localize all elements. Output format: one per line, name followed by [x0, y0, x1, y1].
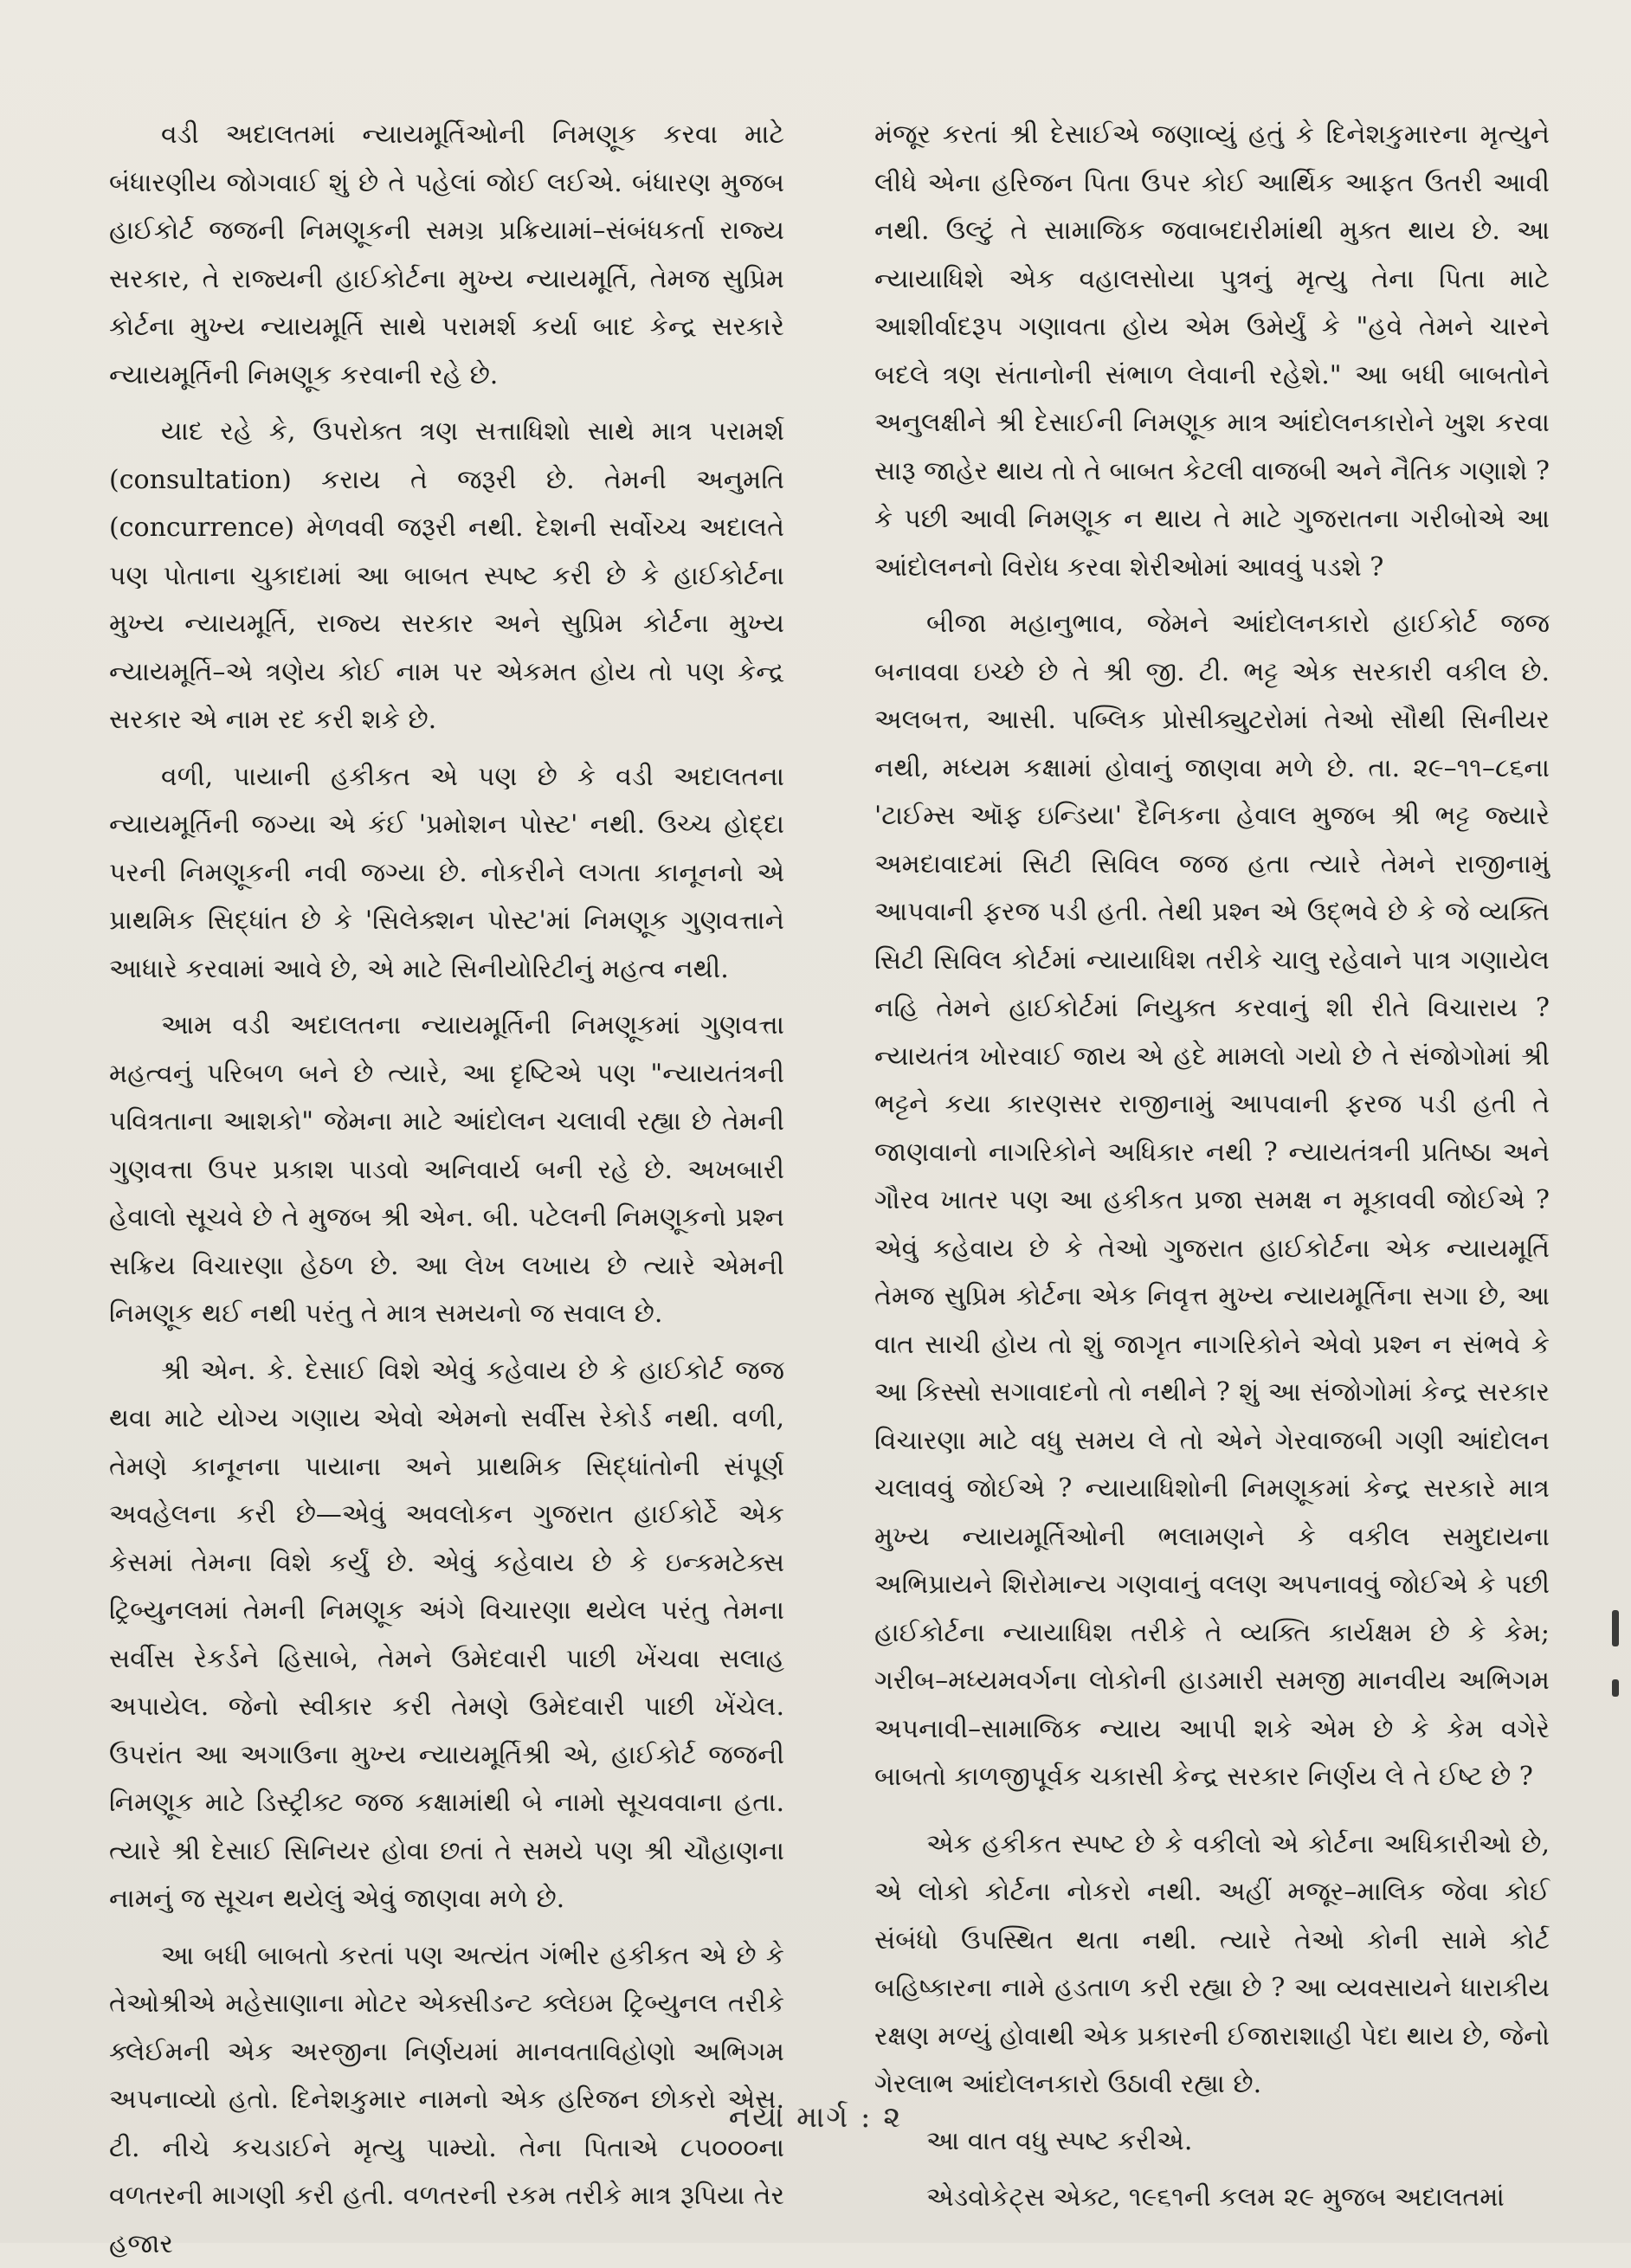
paragraph: બીજા મહાનુભાવ, જેમને આંદોલનકારો હાઈકોર્ટ જજ બનાવવા ઇચ્છે છે તે શ્રી જી. ટી. ભટ્ટ એક સરકારી વકીલ છે. અલબત્ત, આસી. પબ્લિક પ્રોસીક્યુટરોમાં તેઓ સૌથી સિનીયર નથી, મધ્યમ કક્ષામાં હોવાનું જાણવા મળે છે. તા. ૨૯–૧૧–૮૬ના 'ટાઈમ્સ ઑફ ઇન્ડિયા' દૈનિકના હેવાલ મુજબ શ્રી ભટ્ટ જ્યારે અમદાવાદમાં સિટી સિવિલ જજ હતા ત્યારે તેમને રાજીનામું આપવાની ફરજ પડી હતી. તેથી પ્રશ્ન એ ઉદ્‌ભવે છે કે જે વ્યક્તિ સિટી સિવિલ કોર્ટમાં ન્યાયાધિશ તરીકે ચાલુ રહેવાને પાત્ર ગણાયેલ નહિ તેમને હાઈકોર્ટમાં નિયુક્ત કરવાનું શી રીતે વિચારાય ? ન્યાયતંત્ર ખોરવાઈ જાય એ હદે મામલો ગયો છે તે સંજોગોમાં શ્રી ભટ્ટને કયા કારણસર રાજીનામું આપવાની ફરજ પડી હતી તે જાણવાનો નાગરિકોને અધિકાર નથી ? ન્યાયતંત્રની પ્રતિષ્ઠા અને ગૌરવ ખાતર પણ આ હકીકત પ્રજા સમક્ષ ન મૂકાવવી જોઈએ ? એવું કહેવાય છે કે તેઓ ગુજરાત હાઈકોર્ટના એક ન્યાયમૂર્તિ તેમજ સુપ્રિમ કોર્ટના એક નિવૃત્ત મુખ્ય ન્યાયમૂર્તિના સગા છે, આ વાત સાચી હોય તો શું જાગૃત નાગરિકોને એવો પ્રશ્ન ન સંભવે કે આ કિસ્સો સગાવાદનો તો નથીને ? શું આ સંજોગોમાં કેન્દ્ર સરકાર વિચારણા માટે વધુ સમય લે તો એને ગેરવાજબી ગણી આંદોલન ચલાવવું જોઈએ ? ન્યાયાધિશોની નિમણૂકમાં કેન્દ્ર સરકારે માત્ર મુખ્ય ન્યાયમૂર્તિઓની ભલામણને કે વકીલ સમુદાયના અભિપ્રાયને શિરોમાન્ય ગણવાનું વલણ અપનાવવું જોઈએ કે પછી હાઈકોર્ટના ન્યાયાધિશ તરીકે તે વ્યક્તિ કાર્યક્ષમ છે કે કેમ; ગરીબ–મધ્યમવર્ગના લોકોની હાડમારી સમજી માનવીય અભિગમ અપનાવી–સામાજિક ન્યાય આપી શકે એમ છે કે કેમ વગેરે બાબતો કાળજીપૂર્વક ચકાસી કેન્દ્ર સરકાર નિર્ણય લે તે ઈષ્ટ છે ? — [874, 600, 1550, 1801]
paragraph: એક હકીકત સ્પષ્ટ છે કે વકીલો એ કોર્ટના અધિકારીઓ છે, એ લોકો કોર્ટના નોકરો નથી. અહીં મજૂર–માલિક જેવા કોઈ સંબંધો ઉપસ્થિત થતા નથી. ત્યારે તેઓ કોની સામે કોર્ટ બહિષ્કારના નામે હડતાળ કરી રહ્યા છે ? આ વ્યવસાયને ધારાકીય રક્ષણ મળ્યું હોવાથી એક પ્રકારની ઈજારાશાહી પેદા થાય છે, જેનો ગેરલાભ આંદોલનકારો ઉઠાવી રહ્યા છે. — [874, 1820, 1550, 2109]
margin-mark — [1612, 1679, 1619, 1697]
paragraph: મંજૂર કરતાં શ્રી દેસાઈએ જણાવ્યું હતું કે દિનેશકુમારના મૃત્યુને લીધે એના હરિજન પિતા ઉપર કોઈ આર્થિક આફત ઉતરી આવી નથી. ઉલ્ટું તે સામાજિક જવાબદારીમાંથી મુક્ત થાય છે. આ ન્યાયાધિશે એક વહાલસોયા પુત્રનું મૃત્યુ તેના પિતા માટે આશીર્વાદરૂપ ગણાવતા હોય એમ ઉમેર્યું કે "હવે તેમને ચારને બદલે ત્રણ સંતાનોની સંભાળ લેવાની રહેશે." આ બધી બાબતોને અનુલક્ષીને શ્રી દેસાઈની નિમણૂક માત્ર આંદોલનકારોને ખુશ કરવા સારૂ જાહેર થાય તો તે બાબત કેટલી વાજબી અને નૈતિક ગણાશે ? કે પછી આવી નિમણૂક ન થાય તે માટે ગુજરાતના ગરીબોએ આ આંદોલનનો વિરોધ કરવા શેરીઓમાં આવવું પડશે ? — [874, 111, 1550, 591]
paragraph: આમ વડી અદાલતના ન્યાયમૂર્તિની નિમણૂકમાં ગુણવત્તા મહત્વનું પરિબળ બને છે ત્યારે, આ દૃષ્ટિએ પણ "ન્યાયતંત્રની પવિત્રતાના આશકો" જેમના માટે આંદોલન ચલાવી રહ્યા છે તેમની ગુણવત્તા ઉપર પ્રકાશ પાડવો અનિવાર્ય બની રહે છે. અખબારી હેવાલો સૂચવે છે તે મુજબ શ્રી એન. બી. પટેલની નિમણૂકનો પ્રશ્ન સક્રિય વિચારણા હેઠળ છે. આ લેખ લખાય છે ત્યારે એમની નિમણૂક થઈ નથી પરંતુ તે માત્ર સમયનો જ સવાલ છે. — [109, 1002, 784, 1338]
paragraph: વડી અદાલતમાં ન્યાયમૂર્તિઓની નિમણૂક કરવા માટે બંધારણીય જોગવાઈ શું છે તે પહેલાં જોઈ લઈએ. બંધારણ મુજબ હાઈકોર્ટ જજની નિમણૂકની સમગ્ર પ્રક્રિયામાં–સંબંધકર્તા રાજ્ય સરકાર, તે રાજ્યની હાઈકોર્ટના મુખ્ય ન્યાયમૂર્તિ, તેમજ સુપ્રિમ કોર્ટના મુખ્ય ન્યાયમૂર્તિ સાથે પરામર્શ કર્યા બાદ કેન્દ્ર સરકારે ન્યાયમૂર્તિની નિમણૂક કરવાની રહે છે. — [109, 111, 784, 399]
paragraph: યાદ રહે કે, ઉપરોક્ત ત્રણ સત્તાધિશો સાથે માત્ર પરામર્શ (consultation) કરાય તે જરૂરી છે. તેમની અનુમતિ (concurrence) મેળવવી જરૂરી નથી. દેશની સર્વોચ્ચ અદાલતે પણ પોતાના ચુકાદામાં આ બાબત સ્પષ્ટ કરી છે કે હાઈકોર્ટના મુખ્ય ન્યાયમૂર્તિ, રાજ્ય સરકાર અને સુપ્રિમ કોર્ટના મુખ્ય ન્યાયમૂર્તિ–એ ત્રણેય કોઈ નામ પર એકમત હોય તો પણ કેન્દ્ર સરકાર એ નામ રદ કરી શકે છે. — [109, 408, 784, 744]
paragraph: એડવોકેટ્સ એક્ટ, ૧૯૬૧ની કલમ ૨૯ મુજબ અદાલતમાં — [874, 2174, 1550, 2222]
left-column — [109, 111, 784, 2268]
paragraph: આ બધી બાબતો કરતાં પણ અત્યંત ગંભીર હકીકત એ છે કે તેઓશ્રીએ મહેસાણાના મોટર એક્સીડન્ટ ક્લેઇમ ટ્રિબ્યુનલ તરીકે ક્લેઈમની એક અરજીના નિર્ણયમાં માનવતાવિહોણો અભિગમ અપનાવ્યો હતો. દિનેશકુમાર નામનો એક હરિજન છોકરો એસ. ટી. નીચે કચડાઈને મૃત્યુ પામ્યો. તેના પિતાએ ૮૫૦૦૦ના વળતરની માગણી કરી હતી. વળતરની રકમ તરીકે માત્ર રૂપિયા તેર હજાર — [109, 1932, 784, 2268]
paragraph: વળી, પાયાની હકીકત એ પણ છે કે વડી અદાલતના ન્યાયમૂર્તિની જગ્યા એ કંઈ 'પ્રમોશન પોસ્ટ' નથી. ઉચ્ચ હોદ્દા પરની નિમણૂકની નવી જગ્યા છે. નોકરીને લગતા કાનૂનનો એ પ્રાથમિક સિદ્ધાંત છે કે 'સિલેક્શન પોસ્ટ'માં નિમણૂક ગુણવત્તાને આધારે કરવામાં આવે છે, એ માટે સિનીયોરિટીનું મહત્વ નથી. — [109, 753, 784, 994]
page-footer: નયા માર્ગ : ૨ — [0, 2100, 1631, 2135]
paragraph: આ વાત વધુ સ્પષ્ટ કરીએ. — [874, 2117, 1550, 2166]
margin-mark — [1612, 1610, 1619, 1646]
paragraph: શ્રી એન. કે. દેસાઈ વિશે એવું કહેવાય છે કે હાઈકોર્ટ જજ થવા માટે યોગ્ય ગણાય એવો એમનો સર્વીસ રેકોર્ડ નથી. વળી, તેમણે કાનૂનના પાયાના અને પ્રાથમિક સિદ્ધાંતોની સંપૂર્ણ અવહેલના કરી છે—એવું અવલોકન ગુજરાત હાઈકોર્ટે એક કેસમાં તેમના વિશે કર્યું છે. એવું કહેવાય છે કે ઇન્કમટેક્સ ટ્રિબ્યુનલમાં તેમની નિમણૂક અંગે વિચારણા થયેલ પરંતુ તેમના સર્વીસ રેકર્ડને હિસાબે, તેમને ઉમેદવારી પાછી ખેંચવા સલાહ અપાયેલ. જેનો સ્વીકાર કરી તેમણે ઉમેદવારી પાછી ખેંચેલ. ઉપરાંત આ અગાઉના મુખ્ય ન્યાયમૂર્તિશ્રી એ, હાઈકોર્ટ જજની નિમણૂક માટે ડિસ્ટ્રીક્ટ જજ કક્ષામાંથી બે નામો સૂચવવાના હતા. ત્યારે શ્રી દેસાઈ સિનિયર હોવા છતાં તે સમયે પણ શ્રી ચૌહાણના નામનું જ સૂચન થયેલું એવું જાણવા મળે છે. — [109, 1347, 784, 1923]
right-column — [874, 111, 1550, 2222]
